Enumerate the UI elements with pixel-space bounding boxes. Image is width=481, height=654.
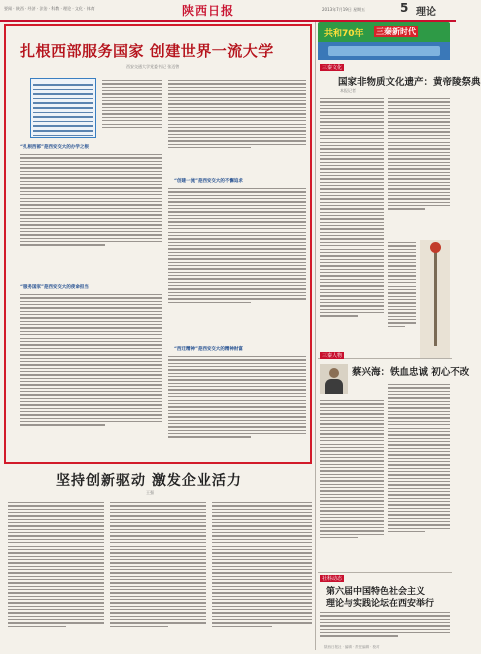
news-headline-line2[interactable]: 理论与实践论坛在西安举行	[326, 599, 435, 609]
subhead-4: “西迁精神”是西安交大的精神财富	[174, 347, 243, 352]
news-headline-line1[interactable]: 第六届中国特色社会主义	[326, 587, 426, 597]
text-column-1b	[20, 152, 162, 272]
page-footer: 陕西日报社 · 编辑 · 责任编辑 · 校对	[324, 645, 380, 649]
section-divider-2	[318, 572, 452, 573]
column-divider	[315, 22, 316, 650]
heritage-column-3	[388, 240, 416, 356]
second-headline[interactable]: 坚持创新驱动 激发企业活力	[56, 473, 242, 489]
heritage-byline: 本报记者	[340, 88, 356, 93]
text-column-2c	[168, 354, 306, 458]
text-column-2b	[168, 186, 306, 336]
ad-text-primary: 共和70年	[324, 29, 364, 39]
second-article-column-1	[8, 500, 104, 650]
news-section-tag: 社科动态	[322, 576, 343, 582]
people-column-2	[388, 382, 450, 568]
masthead-links[interactable]: 要闻 · 陕西 · 经济 · 法治 · 科教 · 理论 · 文化 · 体育	[4, 6, 95, 11]
text-column-1a	[102, 78, 162, 138]
person-photo	[320, 364, 348, 394]
paper-name: 陕西日报	[182, 4, 235, 18]
subhead-1: “扎根西部”是西安交大的办学之根	[20, 145, 89, 150]
section-label: 理论	[416, 7, 436, 18]
heritage-illustration	[420, 240, 450, 358]
masthead	[0, 0, 456, 22]
people-headline[interactable]: 蔡兴海：铁血忠诚 初心不改	[352, 367, 470, 378]
heritage-section-tag: 三秦文化	[322, 65, 343, 71]
text-column-1c	[20, 292, 162, 458]
people-column-1	[320, 398, 384, 568]
second-byline: 王强	[146, 490, 154, 495]
ad-banner[interactable]	[318, 22, 450, 60]
news-column	[320, 610, 450, 644]
heritage-headline[interactable]: 国家非物质文化遗产：黄帝陵祭典	[338, 77, 481, 88]
people-section-tag: 三秦人物	[322, 353, 343, 359]
second-article-column-2	[110, 500, 206, 650]
ad-graphic-highlight	[328, 46, 440, 56]
subhead-3: “创建一流”是西安交大的不懈追求	[174, 179, 243, 184]
issue-date: 2013年7月19日 星期五	[322, 7, 366, 12]
feature-byline: 西安交通大学党委书记 张迈曾	[126, 64, 180, 69]
heritage-column-2	[388, 96, 450, 236]
intro-text	[33, 84, 93, 136]
heritage-column-1	[320, 96, 384, 356]
page-number: 5	[400, 1, 409, 15]
ad-text-secondary: 三秦新时代	[376, 27, 416, 36]
second-article-column-3	[212, 500, 312, 650]
feature-article[interactable]	[4, 24, 312, 464]
subhead-2: “服务国家”是西安交大的使命担当	[20, 285, 89, 290]
feature-headline[interactable]: 扎根西部服务国家 创建世界一流大学	[20, 42, 274, 60]
text-column-2a	[168, 78, 306, 168]
intro-box	[30, 78, 96, 138]
